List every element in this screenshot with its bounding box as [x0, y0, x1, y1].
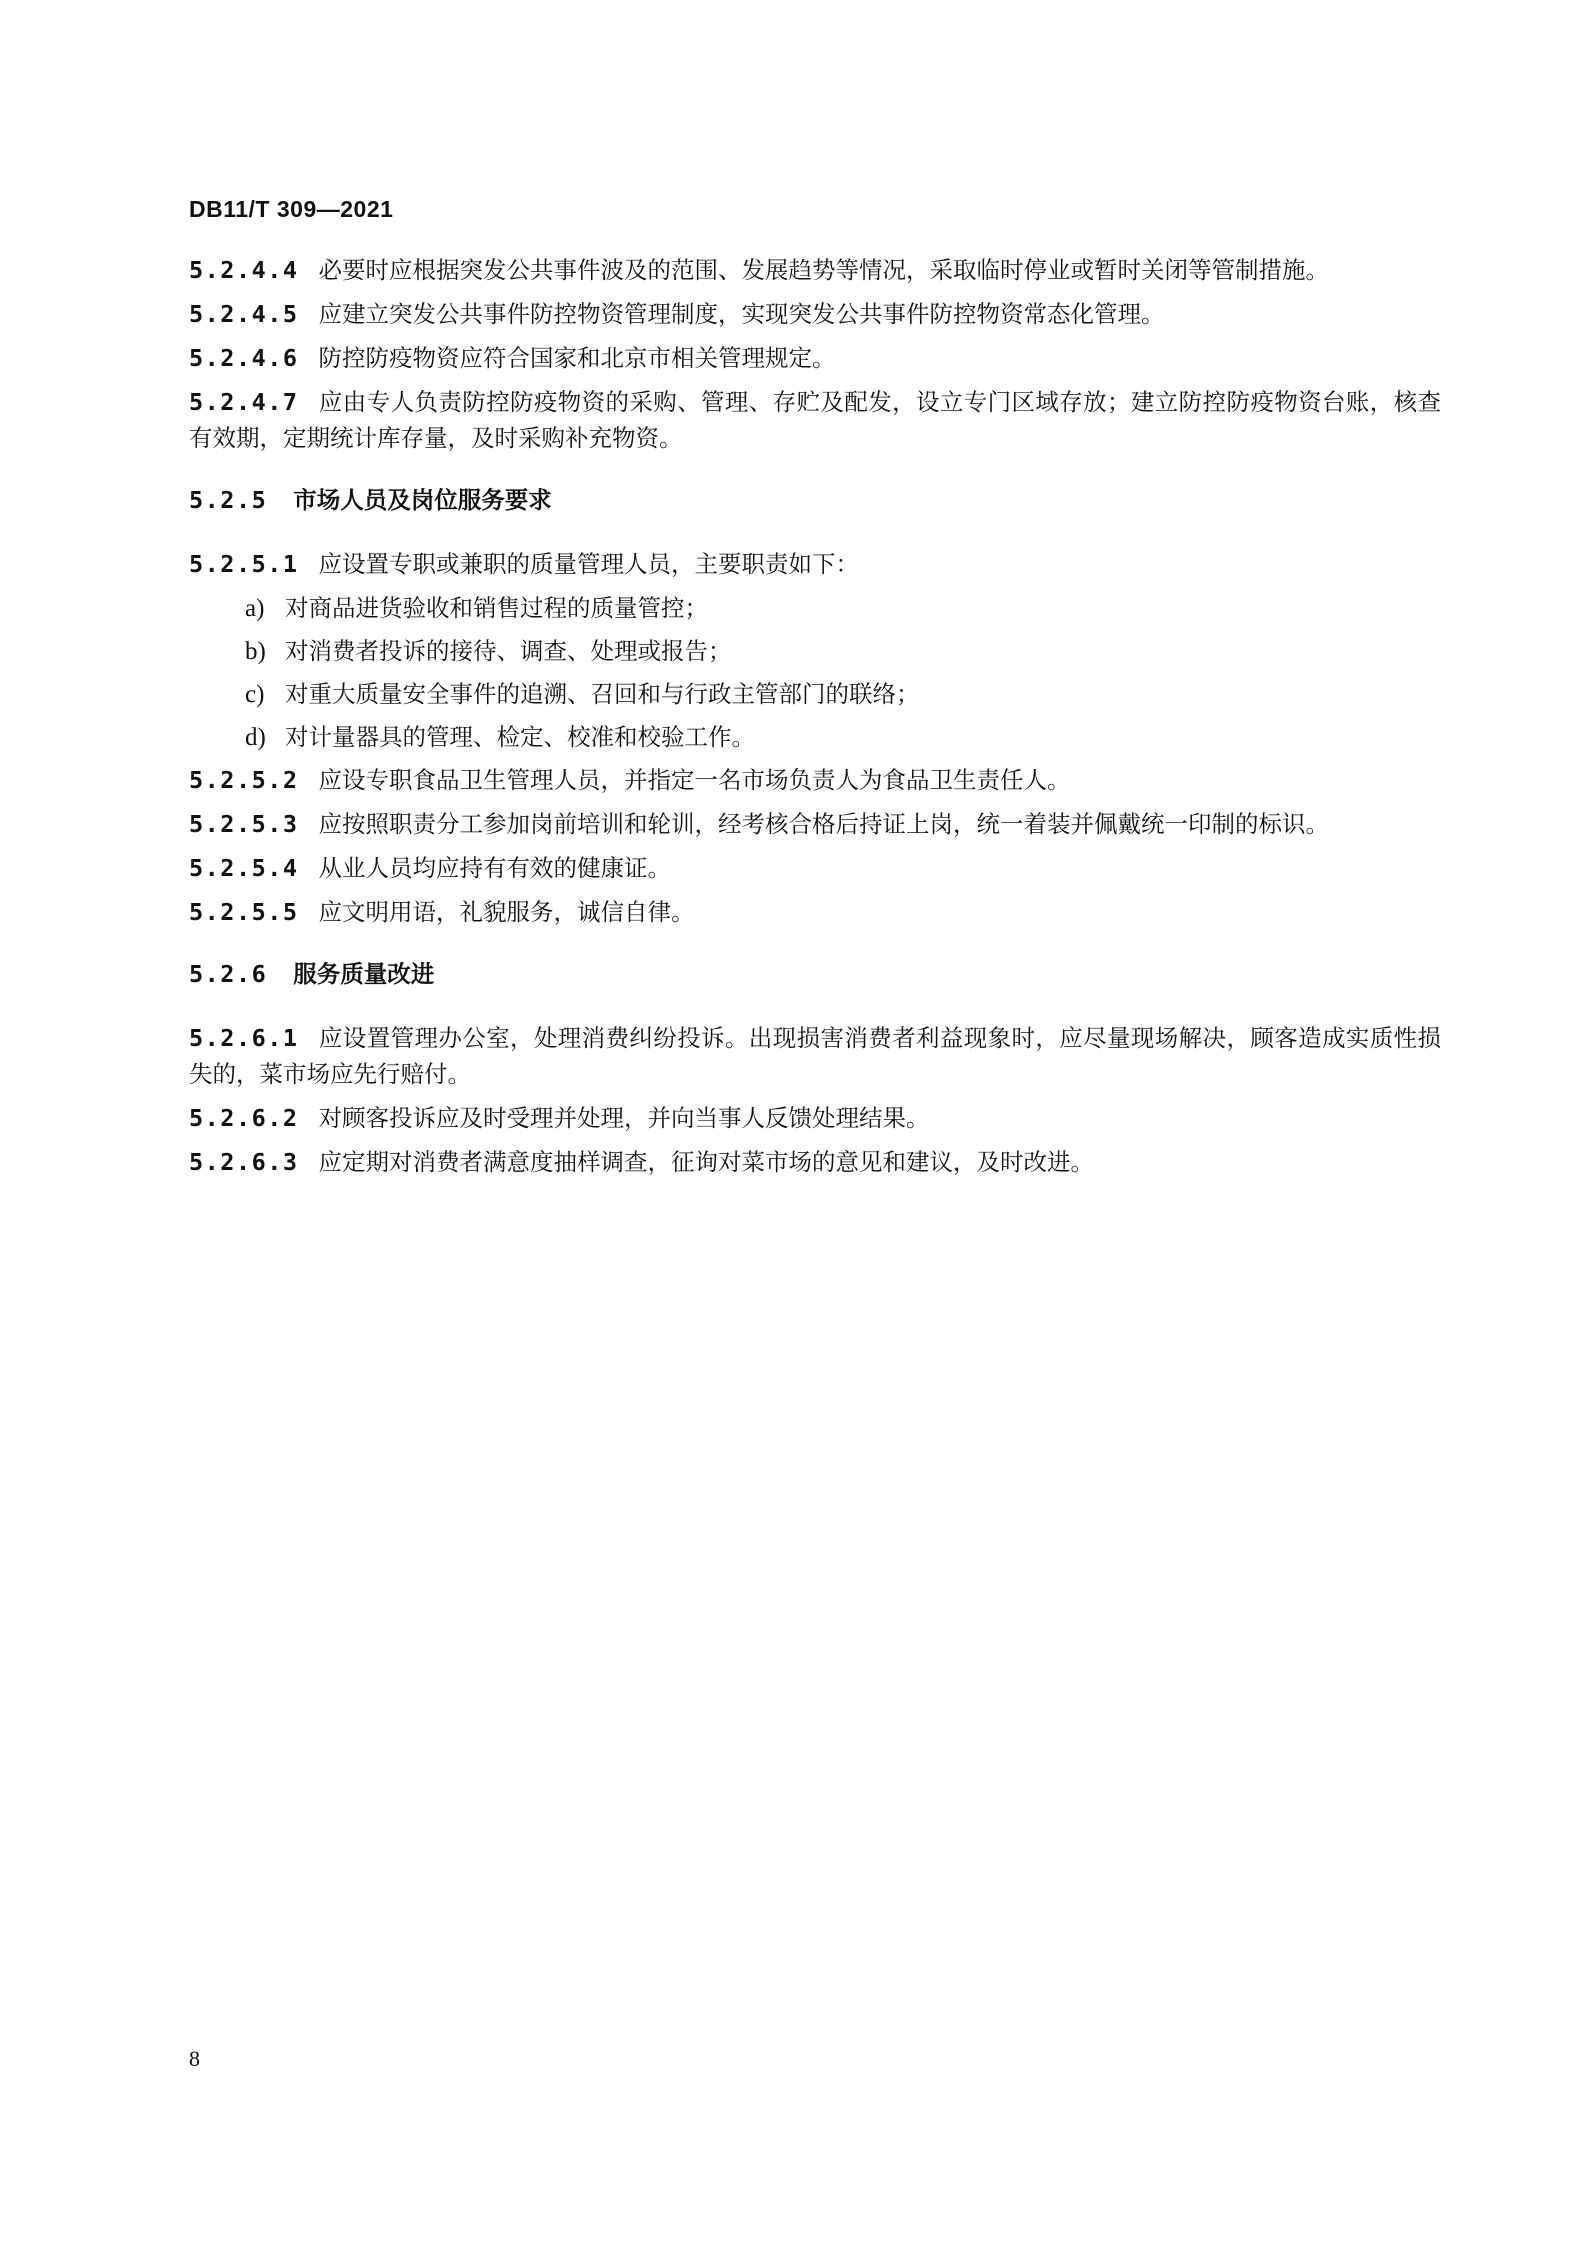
- list-item-text: 对计量器具的管理、检定、校准和校验工作。: [285, 723, 755, 751]
- clause-number: 5.2.4.4: [189, 256, 299, 284]
- clause-number: 5.2.4.6: [189, 344, 299, 372]
- clause-number: 5.2.5.4: [189, 854, 299, 882]
- clause-text: 应按照职责分工参加岗前培训和轮训，经考核合格后持证上岗，统一着装并佩戴统一印制的标识。: [318, 810, 1330, 838]
- list-item-text: 对消费者投诉的接待、调查、处理或报告；: [285, 637, 732, 665]
- clause-number: 5.2.4.7: [189, 388, 299, 416]
- list-marker: a): [245, 595, 265, 622]
- list-item: [245, 676, 1441, 713]
- clause: [189, 1100, 1441, 1136]
- section-title: 服务质量改进: [293, 960, 435, 988]
- clause-text: 应建立突发公共事件防控物资管理制度，实现突发公共事件防控物资常态化管理。: [318, 300, 1165, 328]
- clause-text: 防控防疫物资应符合国家和北京市相关管理规定。: [318, 344, 836, 372]
- clause: [189, 296, 1441, 332]
- clause-text: 应设置专职或兼职的质量管理人员，主要职责如下：: [318, 550, 860, 578]
- clause-text: 应由专人负责防控防疫物资的采购、管理、存贮及配发，设立专门区域存放；建立防控防疫物资台账，核查有效期，定期统计库存量，及时采购补充物资。: [189, 388, 1441, 452]
- clause-text: 应设专职食品卫生管理人员，并指定一名市场负责人为食品卫生责任人。: [318, 766, 1071, 794]
- clause-number: 5.2.4.5: [189, 300, 299, 328]
- list-item: [245, 719, 1441, 756]
- clause-text: 从业人员均应持有有效的健康证。: [318, 854, 672, 882]
- clause: [189, 894, 1441, 930]
- clause: [189, 850, 1441, 886]
- clause-number: 5.2.5.5: [189, 898, 299, 926]
- document-body: [189, 252, 1441, 1188]
- list-marker: c): [245, 681, 265, 708]
- clause-number: 5.2.6.1: [189, 1024, 299, 1052]
- section-number: 5.2.6: [189, 960, 268, 988]
- section-number: 5.2.5: [189, 486, 268, 514]
- clause-text: 对顾客投诉应及时受理并处理，并向当事人反馈处理结果。: [318, 1104, 930, 1132]
- clause-text: 应文明用语，礼貌服务，诚信自律。: [318, 898, 695, 926]
- clause-number: 5.2.6.2: [189, 1104, 299, 1132]
- list-marker: d): [245, 724, 266, 751]
- clause: [189, 546, 1441, 582]
- section-heading: [189, 956, 1441, 992]
- clause: [189, 762, 1441, 798]
- clause: [189, 384, 1441, 456]
- page-number: 8: [189, 2046, 200, 2071]
- clause-number: 5.2.6.3: [189, 1148, 299, 1176]
- clause-text: 必要时应根据突发公共事件波及的范围、发展趋势等情况，采取临时停业或暂时关闭等管制措施。: [318, 256, 1330, 284]
- clause: [189, 340, 1441, 376]
- list-item: [245, 590, 1441, 627]
- clause-text: 应设置管理办公室，处理消费纠纷投诉。出现损害消费者利益现象时，应尽量现场解决，顾客造成实质性损失的，菜市场应先行赔付。: [189, 1024, 1441, 1088]
- clause-number: 5.2.5.3: [189, 810, 299, 838]
- section-heading: [189, 482, 1441, 518]
- list-item-text: 对重大质量安全事件的追溯、召回和与行政主管部门的联络；: [285, 680, 920, 708]
- clause-number: 5.2.5.2: [189, 766, 299, 794]
- list-marker: b): [245, 638, 266, 665]
- document-code: DB11/T 309—2021: [189, 196, 394, 222]
- clause-number: 5.2.5.1: [189, 550, 299, 578]
- clause: [189, 1144, 1441, 1180]
- list-item: [245, 633, 1441, 670]
- list-item-text: 对商品进货验收和销售过程的质量管控；: [285, 594, 708, 622]
- clause: [189, 252, 1441, 288]
- clause: [189, 806, 1441, 842]
- clause: [189, 1020, 1441, 1092]
- clause-text: 应定期对消费者满意度抽样调查，征询对菜市场的意见和建议，及时改进。: [318, 1148, 1095, 1176]
- section-title: 市场人员及岗位服务要求: [293, 486, 552, 514]
